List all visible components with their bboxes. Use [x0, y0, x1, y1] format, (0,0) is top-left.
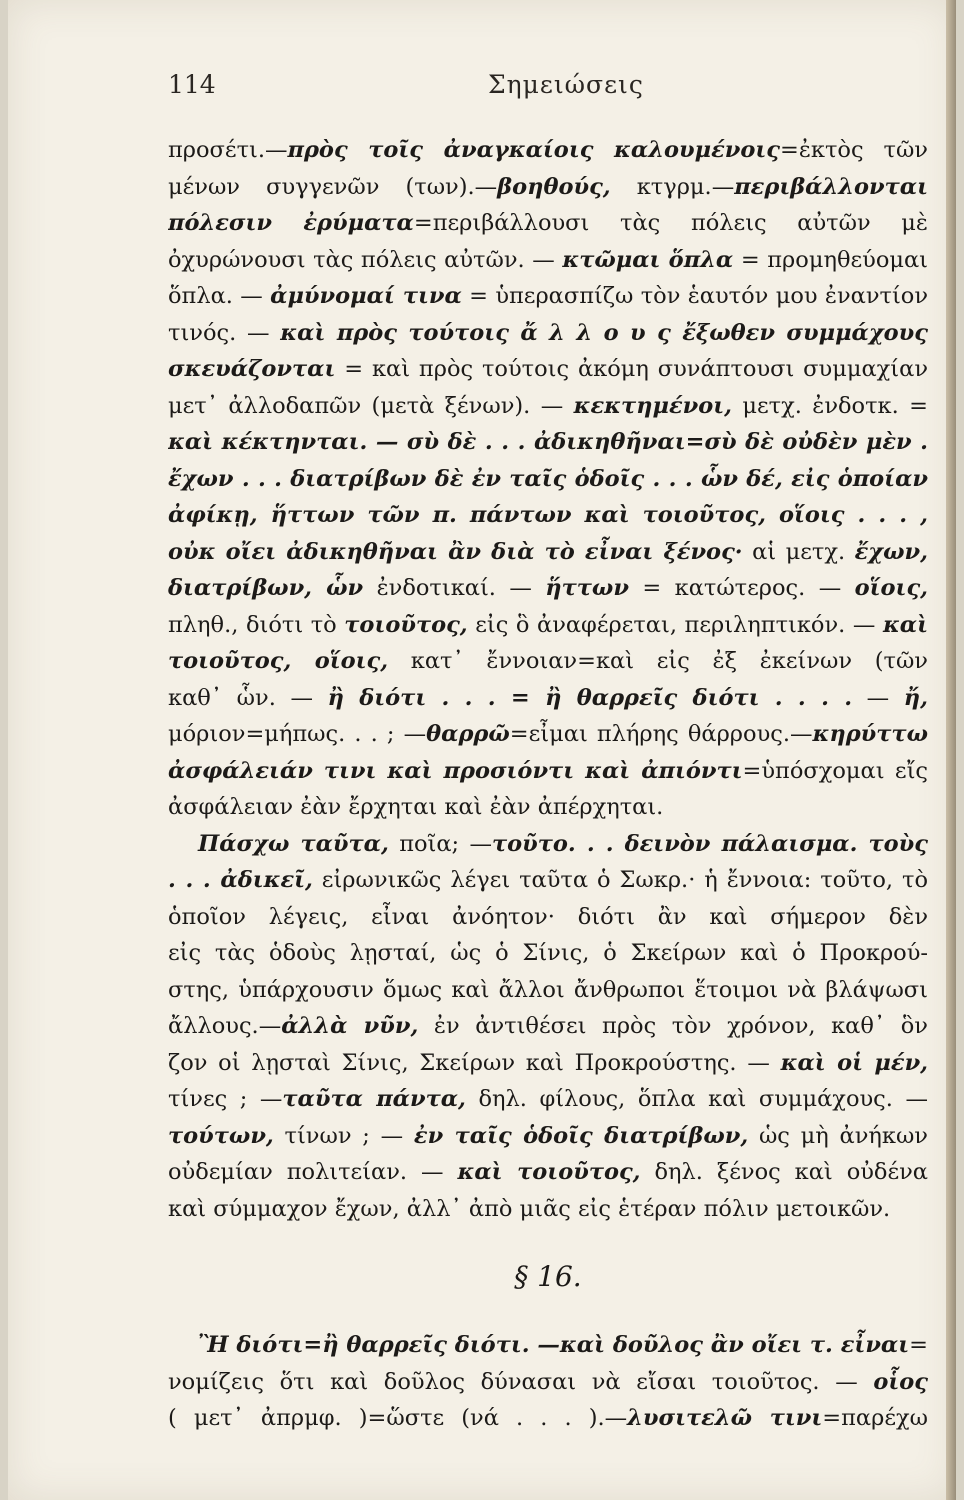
text-line: Ἢ διότι=ἢ θαρρεῖς διότι. —καὶ δοῦλος ἂν οἴει τ. εἶναι= [198, 1332, 928, 1358]
text-line: τινός. — καὶ πρὸς τούτοις ἄ λ λ ο υ ς ἔξωθεν συμμάχους [168, 319, 928, 346]
text-line: εἰς τὰς ὁδοὺς λῃσταί, ὡς ὁ Σίνις, ὁ Σκείρων καὶ ὁ Προκρού- [168, 940, 928, 966]
text-line: ( μετ᾽ ἀπρμφ. )=ὥστε (νά . . . ).—λυσιτελῶ τινι=παρέχω [168, 1405, 928, 1431]
page-edge-shadow [946, 0, 956, 1500]
text-line: μένων συγγενῶν (των).—βοηθούς, κτγρμ.—περιβάλλονται [168, 173, 928, 200]
text-line: μόριον=μήπως. . . ; —θαρρῶ=εἶμαι πλήρης θάρρους.—κηρύττω [168, 721, 928, 747]
book-page [8, 0, 956, 1500]
text-line: τίνες ; —ταῦτα πάντα, δηλ. φίλους, ὅπλα καὶ συμμάχους. — [168, 1086, 928, 1112]
section-heading: § 16. [514, 1260, 582, 1293]
text-line: τούτων, τίνων ; — ἐν ταῖς ὁδοῖς διατρίβων, ὡς μὴ ἀνήκων [168, 1122, 928, 1149]
text-line: οὐκ οἴει ἀδικηθῆναι ἂν διὰ τὸ εἶναι ξένος· αἱ μετχ. ἔχων, [168, 538, 928, 565]
text-line: νομίζεις ὅτι καὶ δοῦλος δύνασαι νὰ εἴσαι τοιοῦτος. — οἷος [168, 1368, 928, 1395]
text-line: ἀφίκῃ, ἥττων τῶν π. πάντων καὶ τοιοῦτος, οἵοις . . . , [168, 502, 928, 528]
text-line: ἔχων . . . διατρίβων δὲ ἐν ταῖς ὁδοῖς . . . ὧν δέ, εἰς ὁποίαν [168, 465, 928, 492]
text-line: ἀσφάλειαν ἐὰν ἔρχηται καὶ ἐὰν ἀπέρχηται. [168, 794, 664, 820]
text-line: οὐδεμίαν πολιτείαν. — καὶ τοιοῦτος, δηλ. ξένος καὶ οὐδένα [168, 1159, 928, 1185]
text-line: ὅπλα. — ἀμύνομαί τινα = ὑπερασπίζω τὸν ἑαυτόν μου ἐναντίον [168, 283, 928, 309]
text-line: διατρίβων, ὧν ἐνδοτικαί. — ἥττων = κατώτερος. — οἵοις, [168, 575, 928, 601]
text-line: καὶ σύμμαχον ἔχων, ἀλλ᾽ ἀπὸ μιᾶς εἰς ἑτέραν πόλιν μετοικῶν. [168, 1195, 891, 1222]
text-line: μετ᾽ ἀλλοδαπῶν (μετὰ ξένων). — κεκτημένοι, μετχ. ἐνδοτκ. = [168, 392, 928, 419]
text-line: σκευάζονται = καὶ πρὸς τούτοις ἀκόμη συνάπτουσι συμμαχίαν [168, 356, 928, 382]
text-line: . . . ἀδικεῖ, εἰρωνικῶς λέγει ταῦτα ὁ Σωκρ.· ἡ ἔννοια: τοῦτο, τὸ [168, 867, 928, 893]
running-title: Σημειώσεις [488, 70, 644, 99]
text-line: καὶ κέκτηνται. — σὺ δὲ . . . ἀδικηθῆναι=σὺ δὲ οὐδὲν μὲν . [168, 429, 928, 455]
text-line: προσέτι.—πρὸς τοῖς ἀναγκαίοις καλουμένοις=ἐκτὸς τῶν [168, 137, 928, 163]
text-line: τοιοῦτος, οἵοις, κατ᾽ ἔννοιαν=καὶ εἰς ἐξ ἐκείνων (τῶν [168, 648, 928, 674]
text-line: Πάσχω ταῦτα, ποῖα; —τοῦτο. . . δεινὸν πάλαισμα. τοὺς [198, 830, 928, 857]
text-line: καθ᾽ ὧν. — ἢ διότι . . . = ἢ θαρρεῖς διότι . . . . — ἤ, [168, 684, 928, 711]
text-line: στης, ὑπάρχουσιν ὅμως καὶ ἄλλοι ἄνθρωποι ἕτοιμοι νὰ βλάψωσι [168, 976, 928, 1003]
text-line: πληθ., διότι τὸ τοιοῦτος, εἰς ὃ ἀναφέρεται, περιληπτικόν. — καὶ [168, 611, 928, 638]
text-line: ὁποῖον λέγεις, εἶναι ἀνόητον· διότι ἂν καὶ σήμερον δὲν [168, 903, 928, 930]
text-line: ἀσφάλειάν τινι καὶ προσιόντι καὶ ἀπιόντι=ὑπόσχομαι εἴς [168, 757, 928, 784]
text-line: ζον οἱ λῃσταὶ Σίνις, Σκείρων καὶ Προκρούστης. — καὶ οἱ μέν, [168, 1049, 928, 1076]
page-number: 114 [168, 70, 216, 99]
text-line: πόλεσιν ἐρύματα=περιβάλλουσι τὰς πόλεις αὐτῶν μὲ [168, 210, 928, 236]
body-text [168, 132, 928, 1437]
page-header [168, 70, 928, 110]
text-line: ἄλλους.—ἀλλὰ νῦν, ἐν ἀντιθέσει πρὸς τὸν χρόνον, καθ᾽ ὃν [168, 1013, 928, 1039]
text-line: ὀχυρώνουσι τὰς πόλεις αὐτῶν. — κτῶμαι ὅπλα = προμηθεύομαι [168, 246, 928, 273]
